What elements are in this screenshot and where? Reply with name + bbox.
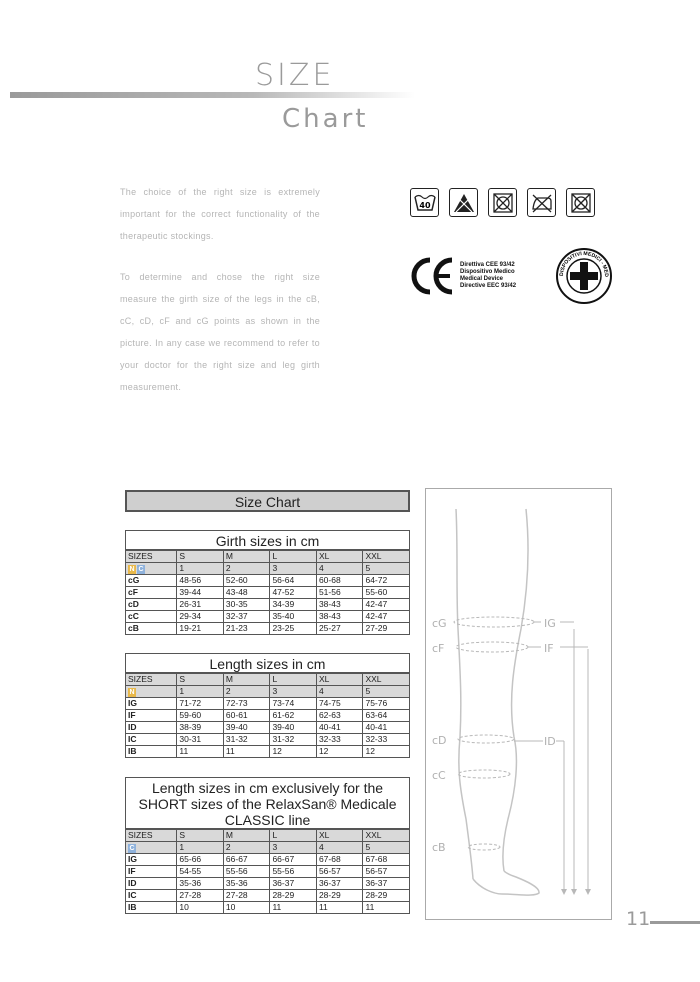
table-cell: 60-68 <box>316 575 363 587</box>
table-header-cell: M <box>223 830 270 842</box>
table-cell: 40-41 <box>363 722 410 734</box>
table-row <box>126 734 410 746</box>
table-cell: IF <box>126 866 177 878</box>
intro-paragraph-2: To determine and chose the right size measure the girth size of the legs in the cB, cC, cD, cF and cG points as shown in the picture. In any case we recommend to refer to your doctor for the right size and leg girth measurement. <box>120 272 320 392</box>
table-header-row <box>126 830 410 842</box>
table-cell: 38-39 <box>177 722 224 734</box>
label-cf: cF <box>432 642 445 655</box>
table-header-cell: XXL <box>363 551 410 563</box>
table-cell: 32-33 <box>316 734 363 746</box>
directive-line: Medical Device <box>460 276 504 282</box>
table-header-cell: M <box>223 674 270 686</box>
table-cell: 48-56 <box>177 575 224 587</box>
table-cell: 28-29 <box>270 890 317 902</box>
table-cell: 42-47 <box>363 599 410 611</box>
table-cell: 63-64 <box>363 710 410 722</box>
table-cell: 67-68 <box>316 854 363 866</box>
table-row <box>126 722 410 734</box>
table-cell: 4 <box>316 842 363 854</box>
short-length-table <box>125 829 410 914</box>
table-cell: 27-28 <box>223 890 270 902</box>
table-header-cell: L <box>270 830 317 842</box>
length-table <box>125 673 410 758</box>
table-cell: 59-60 <box>177 710 224 722</box>
table-number-row <box>126 563 410 575</box>
table-cell: 11 <box>363 902 410 914</box>
table-cell: 26-31 <box>177 599 224 611</box>
table-row <box>126 599 410 611</box>
table-cell: 1 <box>177 842 224 854</box>
table-cell: 62-63 <box>316 710 363 722</box>
table-cell: 3 <box>270 563 317 575</box>
table-cell: IB <box>126 902 177 914</box>
table-cell: 52-60 <box>223 575 270 587</box>
table-header-cell: XL <box>316 551 363 563</box>
table-header-cell: SIZES <box>126 674 177 686</box>
table-cell: cD <box>126 599 177 611</box>
label-cc: cC <box>432 769 446 782</box>
table-cell: 25-27 <box>316 623 363 635</box>
table-header-cell: XL <box>316 830 363 842</box>
table-cell: 56-64 <box>270 575 317 587</box>
table-cell: cB <box>126 623 177 635</box>
table-cell: 36-37 <box>270 878 317 890</box>
size-chart-title: Size Chart <box>125 490 410 512</box>
table-cell: 35-36 <box>177 878 224 890</box>
table-cell: 64-72 <box>363 575 410 587</box>
table-cell: 60-61 <box>223 710 270 722</box>
table-cell: 10 <box>223 902 270 914</box>
table-cell: IF <box>126 710 177 722</box>
table-cell: 30-31 <box>177 734 224 746</box>
directive-line: Directive EEC 93/42 <box>460 283 517 289</box>
table-cell: 5 <box>363 563 410 575</box>
badge-n: N <box>129 689 135 696</box>
table-cell: 39-40 <box>223 722 270 734</box>
table-cell: 54-55 <box>177 866 224 878</box>
ce-mark-icon <box>410 255 456 302</box>
no-bleach-icon <box>449 188 478 217</box>
table-cell: 23-25 <box>270 623 317 635</box>
table-row <box>126 587 410 599</box>
table-cell: 10 <box>177 902 224 914</box>
leg-diagram <box>425 488 612 920</box>
table-cell: 5 <box>363 686 410 698</box>
care-icons <box>410 188 595 217</box>
table-cell: 55-56 <box>270 866 317 878</box>
table-cell: 2 <box>223 686 270 698</box>
table-cell: IG <box>126 698 177 710</box>
medical-device-seal-icon <box>555 247 613 310</box>
table-cell: 31-32 <box>270 734 317 746</box>
directive-line: Direttiva CEE 93/42 <box>460 262 515 268</box>
table-row <box>126 611 410 623</box>
label-cb: cB <box>432 841 446 854</box>
table-cell: 11 <box>223 746 270 758</box>
table-cell: 61-62 <box>270 710 317 722</box>
table-header-cell: M <box>223 551 270 563</box>
no-dry-clean-icon <box>566 188 595 217</box>
table-cell: 35-40 <box>270 611 317 623</box>
header-bar <box>10 92 415 98</box>
badge-cell <box>126 842 177 854</box>
caption-line: SHORT sizes of the RelaxSan® Medicale <box>138 796 397 812</box>
table-cell: 38-43 <box>316 599 363 611</box>
table-cell: 40-41 <box>316 722 363 734</box>
label-ig: IG <box>544 617 556 630</box>
label-if: IF <box>544 642 554 655</box>
table-header-cell: XXL <box>363 830 410 842</box>
table-cell: IC <box>126 890 177 902</box>
table-cell: 32-37 <box>223 611 270 623</box>
table-header-row <box>126 674 410 686</box>
table-cell: 73-74 <box>270 698 317 710</box>
length-table-caption: Length sizes in cm <box>125 653 410 673</box>
table-row <box>126 710 410 722</box>
table-cell: 5 <box>363 842 410 854</box>
table-row <box>126 623 410 635</box>
badge-c: C <box>129 845 135 852</box>
table-cell: cC <box>126 611 177 623</box>
table-cell: 72-73 <box>223 698 270 710</box>
table-cell: 12 <box>270 746 317 758</box>
table-row <box>126 902 410 914</box>
table-row <box>126 890 410 902</box>
table-cell: 12 <box>316 746 363 758</box>
table-cell: 36-37 <box>363 878 410 890</box>
badge-c: C <box>138 566 144 573</box>
table-row <box>126 575 410 587</box>
table-cell: 34-39 <box>270 599 317 611</box>
table-cell: 28-29 <box>316 890 363 902</box>
table-cell: 75-76 <box>363 698 410 710</box>
table-cell: 1 <box>177 563 224 575</box>
table-cell: 2 <box>223 563 270 575</box>
table-cell: 29-34 <box>177 611 224 623</box>
table-cell: 66-67 <box>223 854 270 866</box>
no-tumble-dry-icon <box>488 188 517 217</box>
table-cell: 66-67 <box>270 854 317 866</box>
table-cell: IB <box>126 746 177 758</box>
badge-cell <box>126 686 177 698</box>
label-cg: cG <box>432 617 447 630</box>
table-row <box>126 878 410 890</box>
short-table-caption <box>125 777 410 829</box>
table-cell: 32-33 <box>363 734 410 746</box>
table-header-cell: S <box>177 830 224 842</box>
table-cell: 11 <box>177 746 224 758</box>
table-cell: 71-72 <box>177 698 224 710</box>
table-header-cell: L <box>270 674 317 686</box>
table-cell: IC <box>126 734 177 746</box>
table-header-row <box>126 551 410 563</box>
table-row <box>126 746 410 758</box>
table-row <box>126 866 410 878</box>
table-cell: 19-21 <box>177 623 224 635</box>
svg-text:DISPOSITIVI MEDICI - MEDICAL: DISPOSITIVI MEDICI - MED <box>558 250 610 278</box>
table-cell: 42-47 <box>363 611 410 623</box>
girth-table-caption: Girth sizes in cm <box>125 530 410 550</box>
intro-paragraph-1: The choice of the right size is extremely important for the correct functionality of the therapeutic stockings. <box>120 187 320 241</box>
wash-40-icon <box>410 188 439 217</box>
girth-table <box>125 550 410 635</box>
table-cell: 51-56 <box>316 587 363 599</box>
table-cell: 39-44 <box>177 587 224 599</box>
table-header-cell: XL <box>316 674 363 686</box>
table-cell: 3 <box>270 686 317 698</box>
table-cell: 21-23 <box>223 623 270 635</box>
table-cell: 11 <box>270 902 317 914</box>
table-cell: 2 <box>223 842 270 854</box>
page-title: SIZE <box>255 58 335 93</box>
table-cell: 4 <box>316 686 363 698</box>
table-cell: 43-48 <box>223 587 270 599</box>
table-cell: 4 <box>316 563 363 575</box>
table-number-row <box>126 686 410 698</box>
table-header-cell: S <box>177 674 224 686</box>
table-cell: 27-29 <box>363 623 410 635</box>
page-number-line <box>650 921 700 924</box>
page-subtitle: Chart <box>282 104 369 134</box>
table-cell: 11 <box>316 902 363 914</box>
table-cell: cF <box>126 587 177 599</box>
table-header-cell: XXL <box>363 674 410 686</box>
table-cell: 67-68 <box>363 854 410 866</box>
directive-text <box>460 262 516 290</box>
table-header-cell: SIZES <box>126 551 177 563</box>
label-cd: cD <box>432 734 447 747</box>
table-cell: 35-36 <box>223 878 270 890</box>
label-id: ID <box>544 735 556 748</box>
badge-n: N <box>129 566 135 573</box>
table-cell: 74-75 <box>316 698 363 710</box>
table-cell: 28-29 <box>363 890 410 902</box>
table-cell: 56-57 <box>363 866 410 878</box>
table-cell: IG <box>126 854 177 866</box>
table-cell: 39-40 <box>270 722 317 734</box>
table-cell: 55-60 <box>363 587 410 599</box>
table-header-cell: SIZES <box>126 830 177 842</box>
table-cell: 65-66 <box>177 854 224 866</box>
table-cell: 36-37 <box>316 878 363 890</box>
page-number: 11 <box>626 908 651 930</box>
table-header-cell: L <box>270 551 317 563</box>
table-cell: 47-52 <box>270 587 317 599</box>
table-row <box>126 698 410 710</box>
table-cell: ID <box>126 722 177 734</box>
leg-illustration <box>426 489 611 919</box>
svg-text:40: 40 <box>418 200 431 210</box>
caption-line: CLASSIC line <box>224 812 311 828</box>
directive-line: Dispositivo Medico <box>460 269 515 275</box>
table-cell: 1 <box>177 686 224 698</box>
table-number-row <box>126 842 410 854</box>
table-cell: 3 <box>270 842 317 854</box>
table-cell: 27-28 <box>177 890 224 902</box>
table-cell: 55-56 <box>223 866 270 878</box>
table-cell: 38-43 <box>316 611 363 623</box>
table-cell: 56-57 <box>316 866 363 878</box>
table-cell: 31-32 <box>223 734 270 746</box>
badge-cell <box>126 563 177 575</box>
table-cell: ID <box>126 878 177 890</box>
table-cell: 30-35 <box>223 599 270 611</box>
no-iron-icon <box>527 188 556 217</box>
caption-line: Length sizes in cm exclusively for the <box>151 780 384 796</box>
table-row <box>126 854 410 866</box>
table-header-cell: S <box>177 551 224 563</box>
table-cell: 12 <box>363 746 410 758</box>
table-cell: cG <box>126 575 177 587</box>
